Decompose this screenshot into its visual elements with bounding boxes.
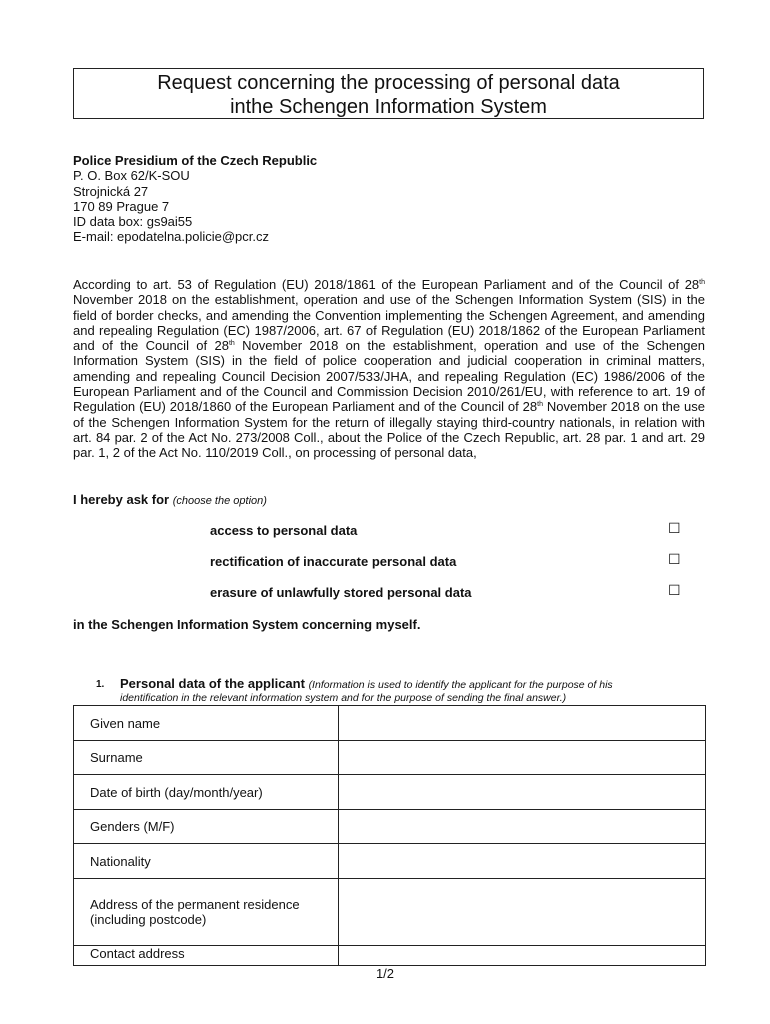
- field-label: Contact address: [74, 946, 339, 966]
- given-name-field[interactable]: [339, 706, 706, 741]
- section-note: (Information is used to identify the applicant for the purpose of his: [308, 679, 613, 691]
- request-prompt: [73, 492, 267, 507]
- personal-data-table: [73, 705, 706, 966]
- option-access-checkbox[interactable]: ☐: [668, 521, 681, 537]
- surname-field[interactable]: [339, 741, 706, 775]
- gender-field[interactable]: [339, 810, 706, 844]
- field-label: Date of birth (day/month/year): [74, 775, 339, 810]
- permanent-address-field[interactable]: [339, 879, 706, 946]
- section-personal-data-heading: [96, 677, 704, 704]
- legal-basis-paragraph: [73, 277, 705, 461]
- superscript: th: [228, 340, 235, 348]
- recipient-name: Police Presidium of the Czech Republic: [73, 153, 318, 168]
- field-label: Surname: [74, 741, 339, 775]
- address-line: ID data box: gs9ai55: [73, 214, 193, 230]
- address-line: 170 89 Prague 7: [73, 198, 170, 214]
- table-row: [74, 741, 706, 775]
- nationality-field[interactable]: [339, 844, 706, 879]
- title-line-2: inthe Schengen Information System: [230, 96, 547, 118]
- contact-address-field[interactable]: [339, 946, 706, 966]
- date-of-birth-field[interactable]: [339, 775, 706, 810]
- field-label: Genders (M/F): [74, 810, 339, 844]
- request-label: I hereby ask for: [73, 492, 170, 507]
- concern-statement: in the Schengen Information System concerning myself.: [73, 617, 421, 632]
- table-row: [74, 946, 706, 966]
- option-rectification-label: rectification of inaccurate personal data: [210, 554, 457, 569]
- address-line: P. O. Box 62/K-SOU: [73, 168, 190, 184]
- paragraph-text: November 2018 on the establishment, operation and use of the Schengen Information System (SIS) in the field of border checks, and amending the Convention implementing the Schengen Agreement, and amending and repealing Regulation (EC) 1987/2006, art. 67 of Regulation (EU) 2018/1862 of the European Parliament and of the Council of 28: [73, 292, 705, 354]
- title-line-1: Request concerning the processing of personal data: [157, 72, 620, 94]
- section-number: 1.: [96, 679, 105, 690]
- field-label: Address of the permanent residence (including postcode): [74, 879, 339, 946]
- paragraph-text: According to art. 53 of Regulation (EU) 2018/1861 of the European Parliament and of the Council of 28: [73, 277, 700, 292]
- page-number: 1/2: [375, 966, 395, 981]
- option-erasure-checkbox[interactable]: ☐: [668, 583, 681, 599]
- table-row: [74, 879, 706, 946]
- document-title: [73, 68, 704, 119]
- table-row: [74, 706, 706, 741]
- option-rectification-checkbox[interactable]: ☐: [668, 552, 681, 568]
- address-line[interactable]: E-mail: epodatelna.policie@pcr.cz: [73, 229, 270, 245]
- section-title: Personal data of the applicant: [120, 676, 305, 691]
- field-label: Nationality: [74, 844, 339, 879]
- field-label: Given name: [74, 706, 339, 741]
- address-line: Strojnická 27: [73, 183, 149, 199]
- recipient-address: [73, 153, 317, 245]
- section-note-continued: identification in the relevant information system and for the purpose of sending the final answer.): [120, 692, 567, 704]
- table-row: [74, 810, 706, 844]
- superscript: th: [537, 401, 543, 409]
- option-access-label: access to personal data: [210, 523, 358, 538]
- table-row: [74, 775, 706, 810]
- option-erasure-label: erasure of unlawfully stored personal data: [210, 585, 472, 600]
- paragraph-text: November 2018 on the establishment, operation and use of the Schengen Information System (SIS) in the field of police cooperation and judicial cooperation in criminal matters, amending and repealing Council Decision 2007/533/JHA, and repealing Regulation (EC) 1986/2006 of the European Parliament and of the Council and Commission Decision 2010/261/EU, with reference to art. 19 of Regulation (EU) 2018/1860 of the European Parliament and of the Council of 28: [73, 338, 706, 415]
- table-row: [74, 844, 706, 879]
- superscript: th: [699, 279, 705, 286]
- request-hint: (choose the option): [172, 495, 267, 507]
- paragraph-text: November 2018 on the use of the Schengen Information System for the return of illegally staying third-country nationals, in relation with art. 84 par. 2 of the Act No. 273/2008 Coll., about the Police of the Czech Republic, art. 28 par. 1 and art. 29 par. 1, 2 of the Act No. 110/2019 Coll., on processing of personal data,: [73, 399, 705, 461]
